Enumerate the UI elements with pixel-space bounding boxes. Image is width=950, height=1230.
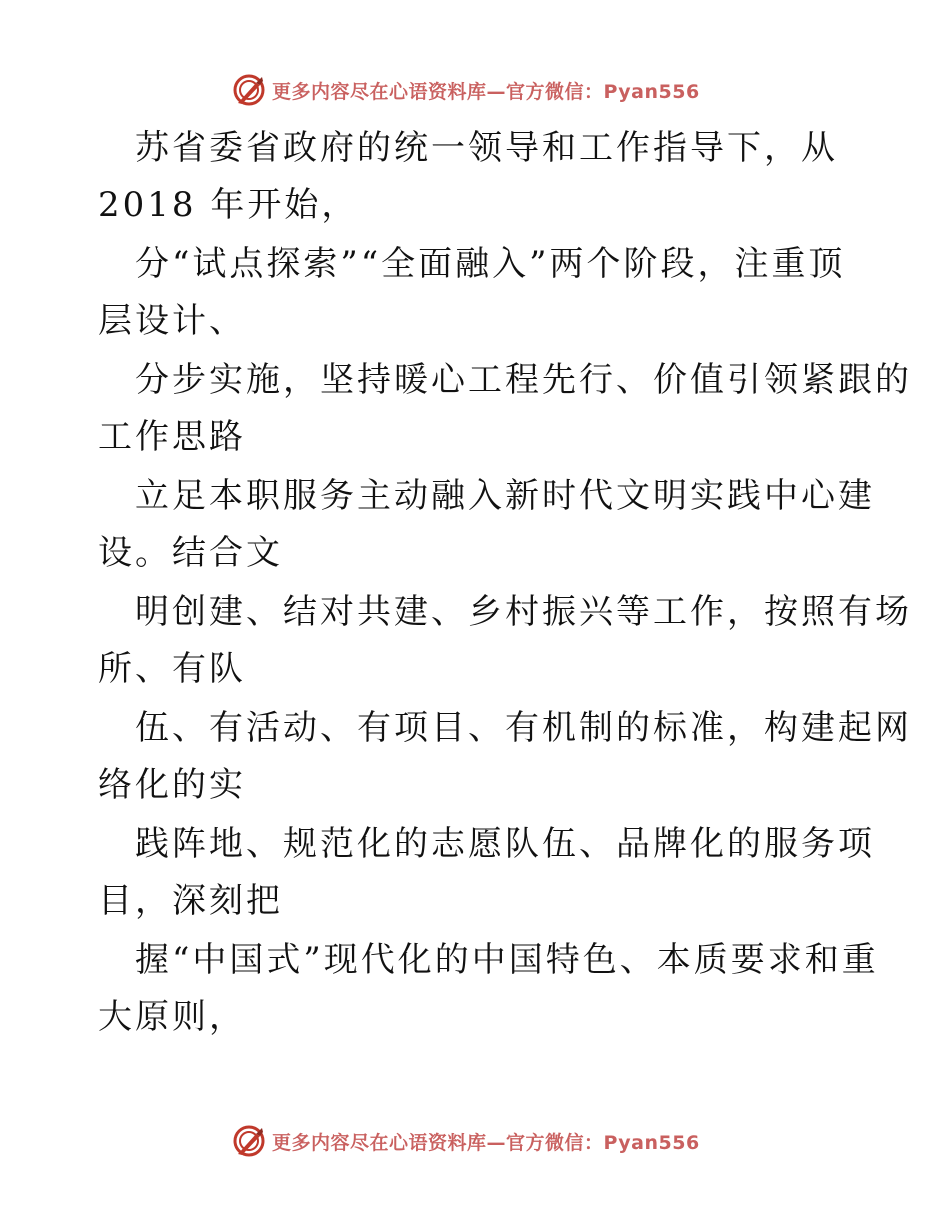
- body-line: 立足本职服务主动融入新时代文明实践中心建: [135, 476, 875, 516]
- footer-banner-text: 更多内容尽在心语资料库—官方微信：Pyan556: [272, 1131, 700, 1154]
- body-line: 2018 年开始，: [98, 185, 359, 225]
- body-line: 目，深刻把: [98, 881, 283, 921]
- body-line: 工作思路: [98, 417, 246, 457]
- body-line: 络化的实: [98, 765, 246, 805]
- body-line: 大原则，: [98, 997, 246, 1037]
- footer-watermark-banner: [232, 1121, 700, 1161]
- body-line: 苏省委省政府的统一领导和工作指导下，从: [135, 128, 838, 168]
- body-line: 握“中国式”现代化的中国特色、本质要求和重: [135, 940, 879, 980]
- body-line: 伍、有活动、有项目、有机制的标准，构建起网: [135, 708, 912, 748]
- body-line: 设。结合文: [98, 533, 283, 573]
- body-line: 所、有队: [98, 649, 246, 689]
- pen-logo-icon: [232, 1124, 266, 1158]
- body-line: 分“试点探索”“全面融入”两个阶段，注重顶: [135, 244, 846, 284]
- body-line: 践阵地、规范化的志愿队伍、品牌化的服务项: [135, 824, 875, 864]
- body-line: 层设计、: [98, 301, 246, 341]
- body-line: 明创建、结对共建、乡村振兴等工作，按照有场: [135, 592, 912, 632]
- pen-logo-icon: [232, 73, 266, 107]
- header-watermark-banner: [232, 70, 700, 110]
- header-banner-text: 更多内容尽在心语资料库—官方微信：Pyan556: [272, 80, 700, 103]
- body-line: 分步实施，坚持暖心工程先行、价值引领紧跟的: [135, 360, 912, 400]
